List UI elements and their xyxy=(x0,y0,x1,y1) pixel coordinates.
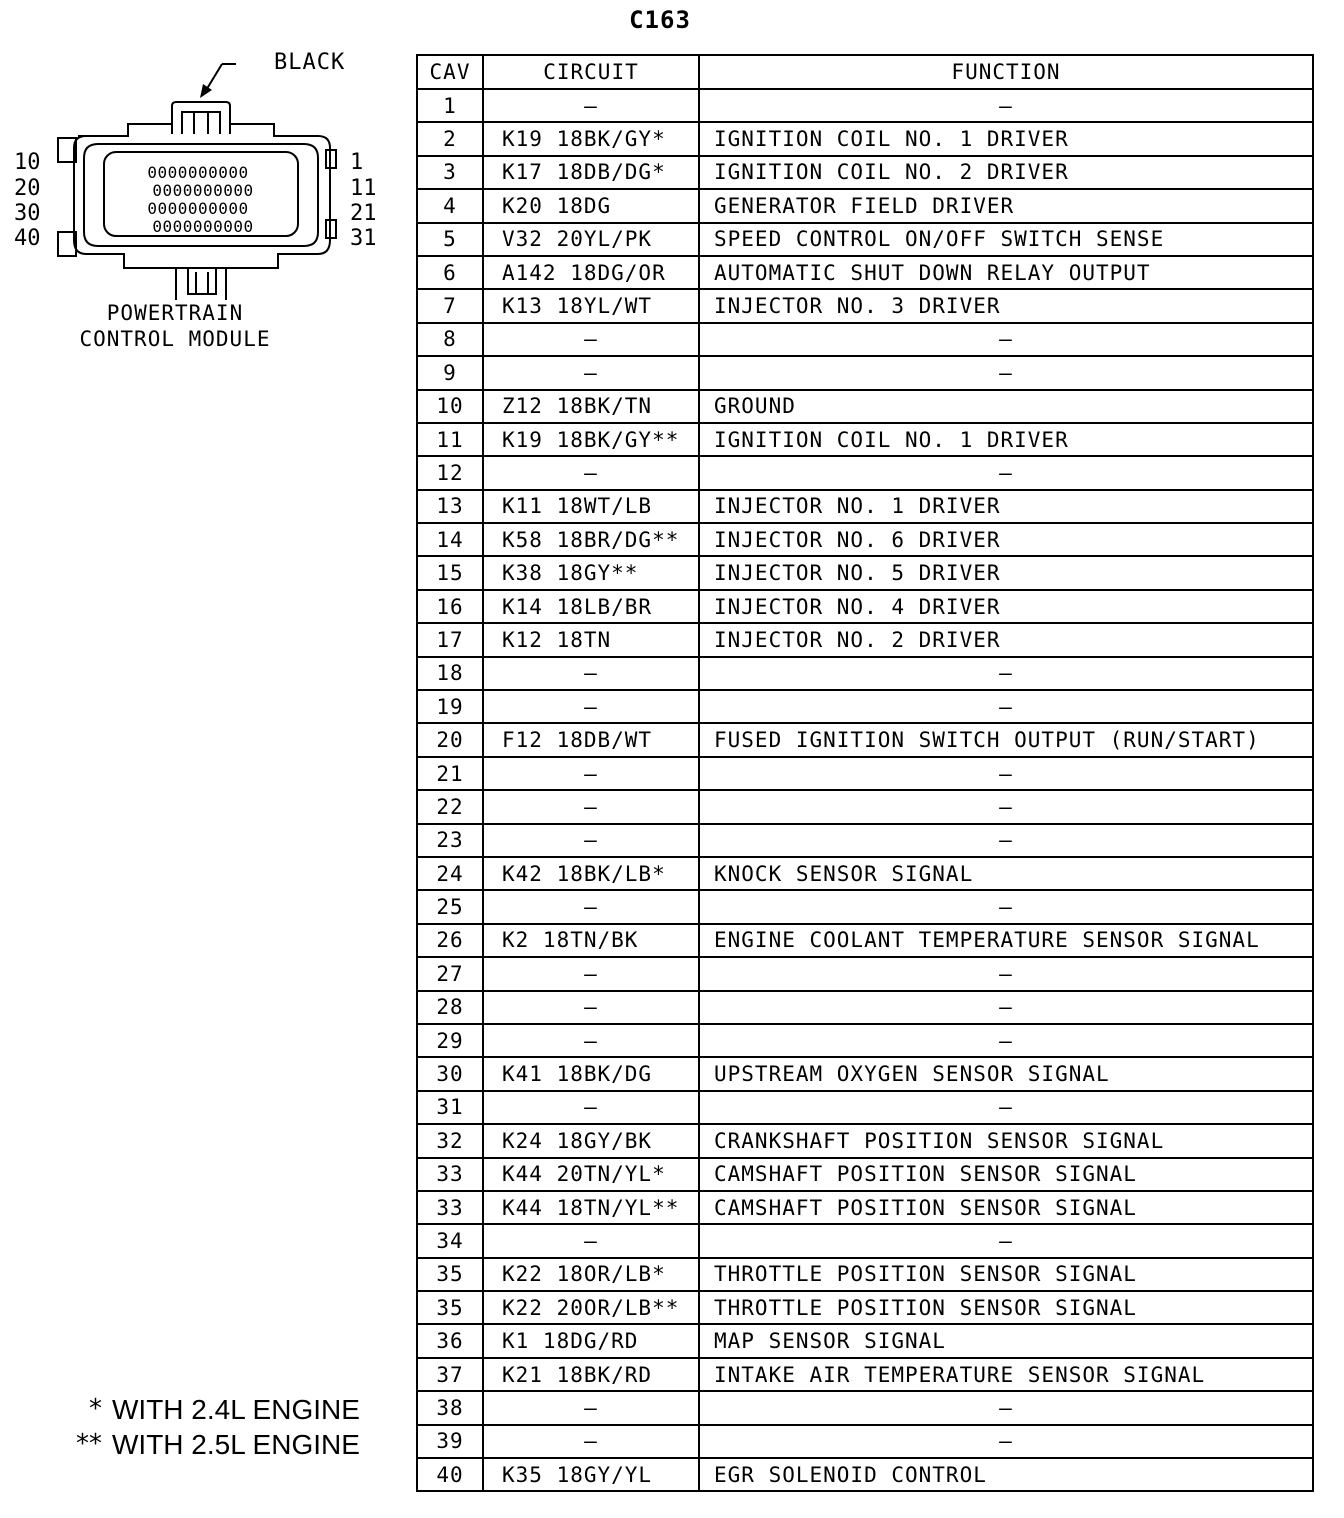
table-row xyxy=(417,323,1313,356)
cavity-row-1: 0000000000 xyxy=(147,163,249,182)
table-row xyxy=(417,89,1313,122)
cav-cell: 26 xyxy=(417,924,483,957)
table-row xyxy=(417,590,1313,623)
function-cell: EGR SOLENOID CONTROL xyxy=(699,1458,1313,1491)
circuit-cell: K13 18YL/WT xyxy=(483,289,699,322)
cav-cell: 5 xyxy=(417,223,483,256)
legend-row xyxy=(40,1392,360,1427)
table-row xyxy=(417,256,1313,289)
circuit-cell: – xyxy=(483,89,699,122)
circuit-cell: K44 18TN/YL** xyxy=(483,1191,699,1224)
table-row xyxy=(417,490,1313,523)
function-cell: INJECTOR NO. 5 DRIVER xyxy=(699,556,1313,589)
cav-cell: 22 xyxy=(417,790,483,823)
table-row xyxy=(417,657,1313,690)
circuit-cell: K22 20OR/LB** xyxy=(483,1291,699,1324)
cav-cell: 4 xyxy=(417,189,483,222)
cav-cell: 38 xyxy=(417,1391,483,1424)
cav-cell: 25 xyxy=(417,890,483,923)
table-row xyxy=(417,857,1313,890)
circuit-cell: – xyxy=(483,1425,699,1458)
function-cell: SPEED CONTROL ON/OFF SWITCH SENSE xyxy=(699,223,1313,256)
cav-cell: 6 xyxy=(417,256,483,289)
circuit-cell: – xyxy=(483,790,699,823)
cav-cell: 7 xyxy=(417,289,483,322)
circuit-cell: – xyxy=(483,957,699,990)
function-cell: IGNITION COIL NO. 1 DRIVER xyxy=(699,122,1313,155)
table-row xyxy=(417,1258,1313,1291)
function-cell: – xyxy=(699,757,1313,790)
table-row xyxy=(417,723,1313,756)
function-cell: UPSTREAM OXYGEN SENSOR SIGNAL xyxy=(699,1057,1313,1090)
cav-cell: 9 xyxy=(417,356,483,389)
function-cell: CAMSHAFT POSITION SENSOR SIGNAL xyxy=(699,1191,1313,1224)
table-row xyxy=(417,356,1313,389)
function-cell: – xyxy=(699,1091,1313,1124)
table-row xyxy=(417,824,1313,857)
table-body xyxy=(417,89,1313,1491)
table-row xyxy=(417,1291,1313,1324)
function-cell: GROUND xyxy=(699,390,1313,423)
circuit-cell: K11 18WT/LB xyxy=(483,490,699,523)
pin-label-right-1: 1 xyxy=(350,150,364,175)
circuit-cell: K38 18GY** xyxy=(483,556,699,589)
cav-cell: 21 xyxy=(417,757,483,790)
circuit-cell: K20 18DG xyxy=(483,189,699,222)
pin-label-right-4: 31 xyxy=(350,226,377,251)
cavity-row-3: 0000000000 xyxy=(147,199,249,218)
cav-cell: 31 xyxy=(417,1091,483,1124)
table-row xyxy=(417,957,1313,990)
circuit-cell: – xyxy=(483,690,699,723)
circuit-cell: K24 18GY/BK xyxy=(483,1124,699,1157)
function-cell: IGNITION COIL NO. 1 DRIVER xyxy=(699,423,1313,456)
table-row xyxy=(417,1124,1313,1157)
function-cell: – xyxy=(699,1391,1313,1424)
circuit-cell: K14 18LB/BR xyxy=(483,590,699,623)
function-cell: AUTOMATIC SHUT DOWN RELAY OUTPUT xyxy=(699,256,1313,289)
circuit-cell: – xyxy=(483,456,699,489)
table-row xyxy=(417,456,1313,489)
cav-cell: 23 xyxy=(417,824,483,857)
cav-cell: 16 xyxy=(417,590,483,623)
circuit-cell: – xyxy=(483,657,699,690)
circuit-cell: – xyxy=(483,890,699,923)
table-row xyxy=(417,189,1313,222)
circuit-cell: – xyxy=(483,991,699,1024)
function-cell: INJECTOR NO. 4 DRIVER xyxy=(699,590,1313,623)
function-cell: – xyxy=(699,323,1313,356)
circuit-cell: K22 18OR/LB* xyxy=(483,1258,699,1291)
function-cell: – xyxy=(699,1024,1313,1057)
table-row xyxy=(417,556,1313,589)
function-cell: – xyxy=(699,1425,1313,1458)
cav-cell: 17 xyxy=(417,623,483,656)
circuit-cell: – xyxy=(483,1024,699,1057)
circuit-cell: K58 18BR/DG** xyxy=(483,523,699,556)
circuit-cell: A142 18DG/OR xyxy=(483,256,699,289)
pin-label-left-4: 40 xyxy=(14,226,41,251)
cavity-row-2: 0000000000 xyxy=(152,181,254,200)
header-cav: CAV xyxy=(417,55,483,89)
table-row xyxy=(417,223,1313,256)
function-cell: – xyxy=(699,957,1313,990)
function-cell: INJECTOR NO. 2 DRIVER xyxy=(699,623,1313,656)
table-header-row xyxy=(417,55,1313,89)
cav-cell: 30 xyxy=(417,1057,483,1090)
cav-cell: 33 xyxy=(417,1191,483,1224)
circuit-cell: F12 18DB/WT xyxy=(483,723,699,756)
cav-cell: 34 xyxy=(417,1224,483,1257)
cav-cell: 12 xyxy=(417,456,483,489)
module-name xyxy=(60,300,290,352)
table-row xyxy=(417,690,1313,723)
connector-id-title: C163 xyxy=(629,6,691,34)
cav-cell: 36 xyxy=(417,1324,483,1357)
cav-cell: 37 xyxy=(417,1358,483,1391)
pin-label-right-3: 21 xyxy=(350,201,377,226)
function-cell: IGNITION COIL NO. 2 DRIVER xyxy=(699,156,1313,189)
function-cell: INJECTOR NO. 1 DRIVER xyxy=(699,490,1313,523)
table-row xyxy=(417,1358,1313,1391)
function-cell: – xyxy=(699,991,1313,1024)
circuit-cell: – xyxy=(483,356,699,389)
table-row xyxy=(417,1324,1313,1357)
table-row xyxy=(417,991,1313,1024)
cav-cell: 18 xyxy=(417,657,483,690)
function-cell: – xyxy=(699,890,1313,923)
legend-mark: ** xyxy=(76,1429,102,1459)
function-cell: CRANKSHAFT POSITION SENSOR SIGNAL xyxy=(699,1124,1313,1157)
function-cell: – xyxy=(699,657,1313,690)
function-cell: FUSED IGNITION SWITCH OUTPUT (RUN/START) xyxy=(699,723,1313,756)
function-cell: INJECTOR NO. 3 DRIVER xyxy=(699,289,1313,322)
circuit-cell: V32 20YL/PK xyxy=(483,223,699,256)
cav-cell: 8 xyxy=(417,323,483,356)
function-cell: ENGINE COOLANT TEMPERATURE SENSOR SIGNAL xyxy=(699,924,1313,957)
cav-cell: 19 xyxy=(417,690,483,723)
cav-cell: 29 xyxy=(417,1024,483,1057)
cav-cell: 20 xyxy=(417,723,483,756)
table-row xyxy=(417,757,1313,790)
cav-cell: 28 xyxy=(417,991,483,1024)
header-function: FUNCTION xyxy=(699,55,1313,89)
table-row xyxy=(417,790,1313,823)
circuit-cell: – xyxy=(483,1224,699,1257)
circuit-cell: – xyxy=(483,1091,699,1124)
function-cell: INTAKE AIR TEMPERATURE SENSOR SIGNAL xyxy=(699,1358,1313,1391)
cav-cell: 11 xyxy=(417,423,483,456)
cav-cell: 15 xyxy=(417,556,483,589)
circuit-cell: K17 18DB/DG* xyxy=(483,156,699,189)
function-cell: THROTTLE POSITION SENSOR SIGNAL xyxy=(699,1258,1313,1291)
cav-cell: 27 xyxy=(417,957,483,990)
pin-label-right-2: 11 xyxy=(350,176,377,201)
table-row xyxy=(417,890,1313,923)
table-row xyxy=(417,1458,1313,1491)
function-cell: CAMSHAFT POSITION SENSOR SIGNAL xyxy=(699,1158,1313,1191)
table-row xyxy=(417,390,1313,423)
table-row xyxy=(417,122,1313,155)
function-cell: KNOCK SENSOR SIGNAL xyxy=(699,857,1313,890)
cav-cell: 13 xyxy=(417,490,483,523)
circuit-cell: K12 18TN xyxy=(483,623,699,656)
pin-label-left-1: 10 xyxy=(14,150,41,175)
table-row xyxy=(417,1425,1313,1458)
function-cell: GENERATOR FIELD DRIVER xyxy=(699,189,1313,222)
circuit-cell: – xyxy=(483,323,699,356)
cav-cell: 2 xyxy=(417,122,483,155)
table-row xyxy=(417,289,1313,322)
legend-text: WITH 2.4L ENGINE xyxy=(112,1394,360,1425)
cav-cell: 33 xyxy=(417,1158,483,1191)
engine-legend xyxy=(40,1392,360,1462)
cav-cell: 39 xyxy=(417,1425,483,1458)
table-row xyxy=(417,623,1313,656)
cav-cell: 24 xyxy=(417,857,483,890)
function-cell: – xyxy=(699,824,1313,857)
legend-text: WITH 2.5L ENGINE xyxy=(112,1429,360,1460)
circuit-cell: – xyxy=(483,757,699,790)
circuit-cell: K44 20TN/YL* xyxy=(483,1158,699,1191)
circuit-cell: K21 18BK/RD xyxy=(483,1358,699,1391)
function-cell: – xyxy=(699,356,1313,389)
pin-label-left-2: 20 xyxy=(14,176,41,201)
circuit-cell: K1 18DG/RD xyxy=(483,1324,699,1357)
table-row xyxy=(417,1057,1313,1090)
cav-cell: 32 xyxy=(417,1124,483,1157)
table-row xyxy=(417,924,1313,957)
function-cell: INJECTOR NO. 6 DRIVER xyxy=(699,523,1313,556)
function-cell: – xyxy=(699,790,1313,823)
header-circuit: CIRCUIT xyxy=(483,55,699,89)
pinout-table xyxy=(416,54,1314,1492)
circuit-cell: K42 18BK/LB* xyxy=(483,857,699,890)
function-cell: – xyxy=(699,1224,1313,1257)
table-row xyxy=(417,1191,1313,1224)
circuit-cell: K2 18TN/BK xyxy=(483,924,699,957)
cav-cell: 40 xyxy=(417,1458,483,1491)
circuit-cell: K41 18BK/DG xyxy=(483,1057,699,1090)
circuit-cell: K19 18BK/GY* xyxy=(483,122,699,155)
circuit-cell: K19 18BK/GY** xyxy=(483,423,699,456)
table-row xyxy=(417,523,1313,556)
function-cell: – xyxy=(699,456,1313,489)
cav-cell: 35 xyxy=(417,1291,483,1324)
module-name-line-1: POWERTRAIN xyxy=(106,301,244,325)
cav-cell: 14 xyxy=(417,523,483,556)
connector-color-label: BLACK xyxy=(274,50,346,75)
pin-label-left-3: 30 xyxy=(14,201,41,226)
table-row xyxy=(417,156,1313,189)
table-row xyxy=(417,1158,1313,1191)
function-cell: MAP SENSOR SIGNAL xyxy=(699,1324,1313,1357)
function-cell: THROTTLE POSITION SENSOR SIGNAL xyxy=(699,1291,1313,1324)
cav-cell: 3 xyxy=(417,156,483,189)
legend-mark: * xyxy=(89,1394,102,1424)
table-row xyxy=(417,1391,1313,1424)
cav-cell: 35 xyxy=(417,1258,483,1291)
circuit-cell: – xyxy=(483,824,699,857)
cav-cell: 1 xyxy=(417,89,483,122)
legend-row xyxy=(40,1427,360,1462)
table-row xyxy=(417,1024,1313,1057)
circuit-cell: – xyxy=(483,1391,699,1424)
function-cell: – xyxy=(699,89,1313,122)
connector-diagram xyxy=(0,40,400,300)
circuit-cell: K35 18GY/YL xyxy=(483,1458,699,1491)
function-cell: – xyxy=(699,690,1313,723)
circuit-cell: Z12 18BK/TN xyxy=(483,390,699,423)
table-row xyxy=(417,423,1313,456)
table-row xyxy=(417,1224,1313,1257)
module-name-line-2: CONTROL MODULE xyxy=(79,327,271,351)
cavity-row-4: 0000000000 xyxy=(152,217,254,236)
table-row xyxy=(417,1091,1313,1124)
cav-cell: 10 xyxy=(417,390,483,423)
